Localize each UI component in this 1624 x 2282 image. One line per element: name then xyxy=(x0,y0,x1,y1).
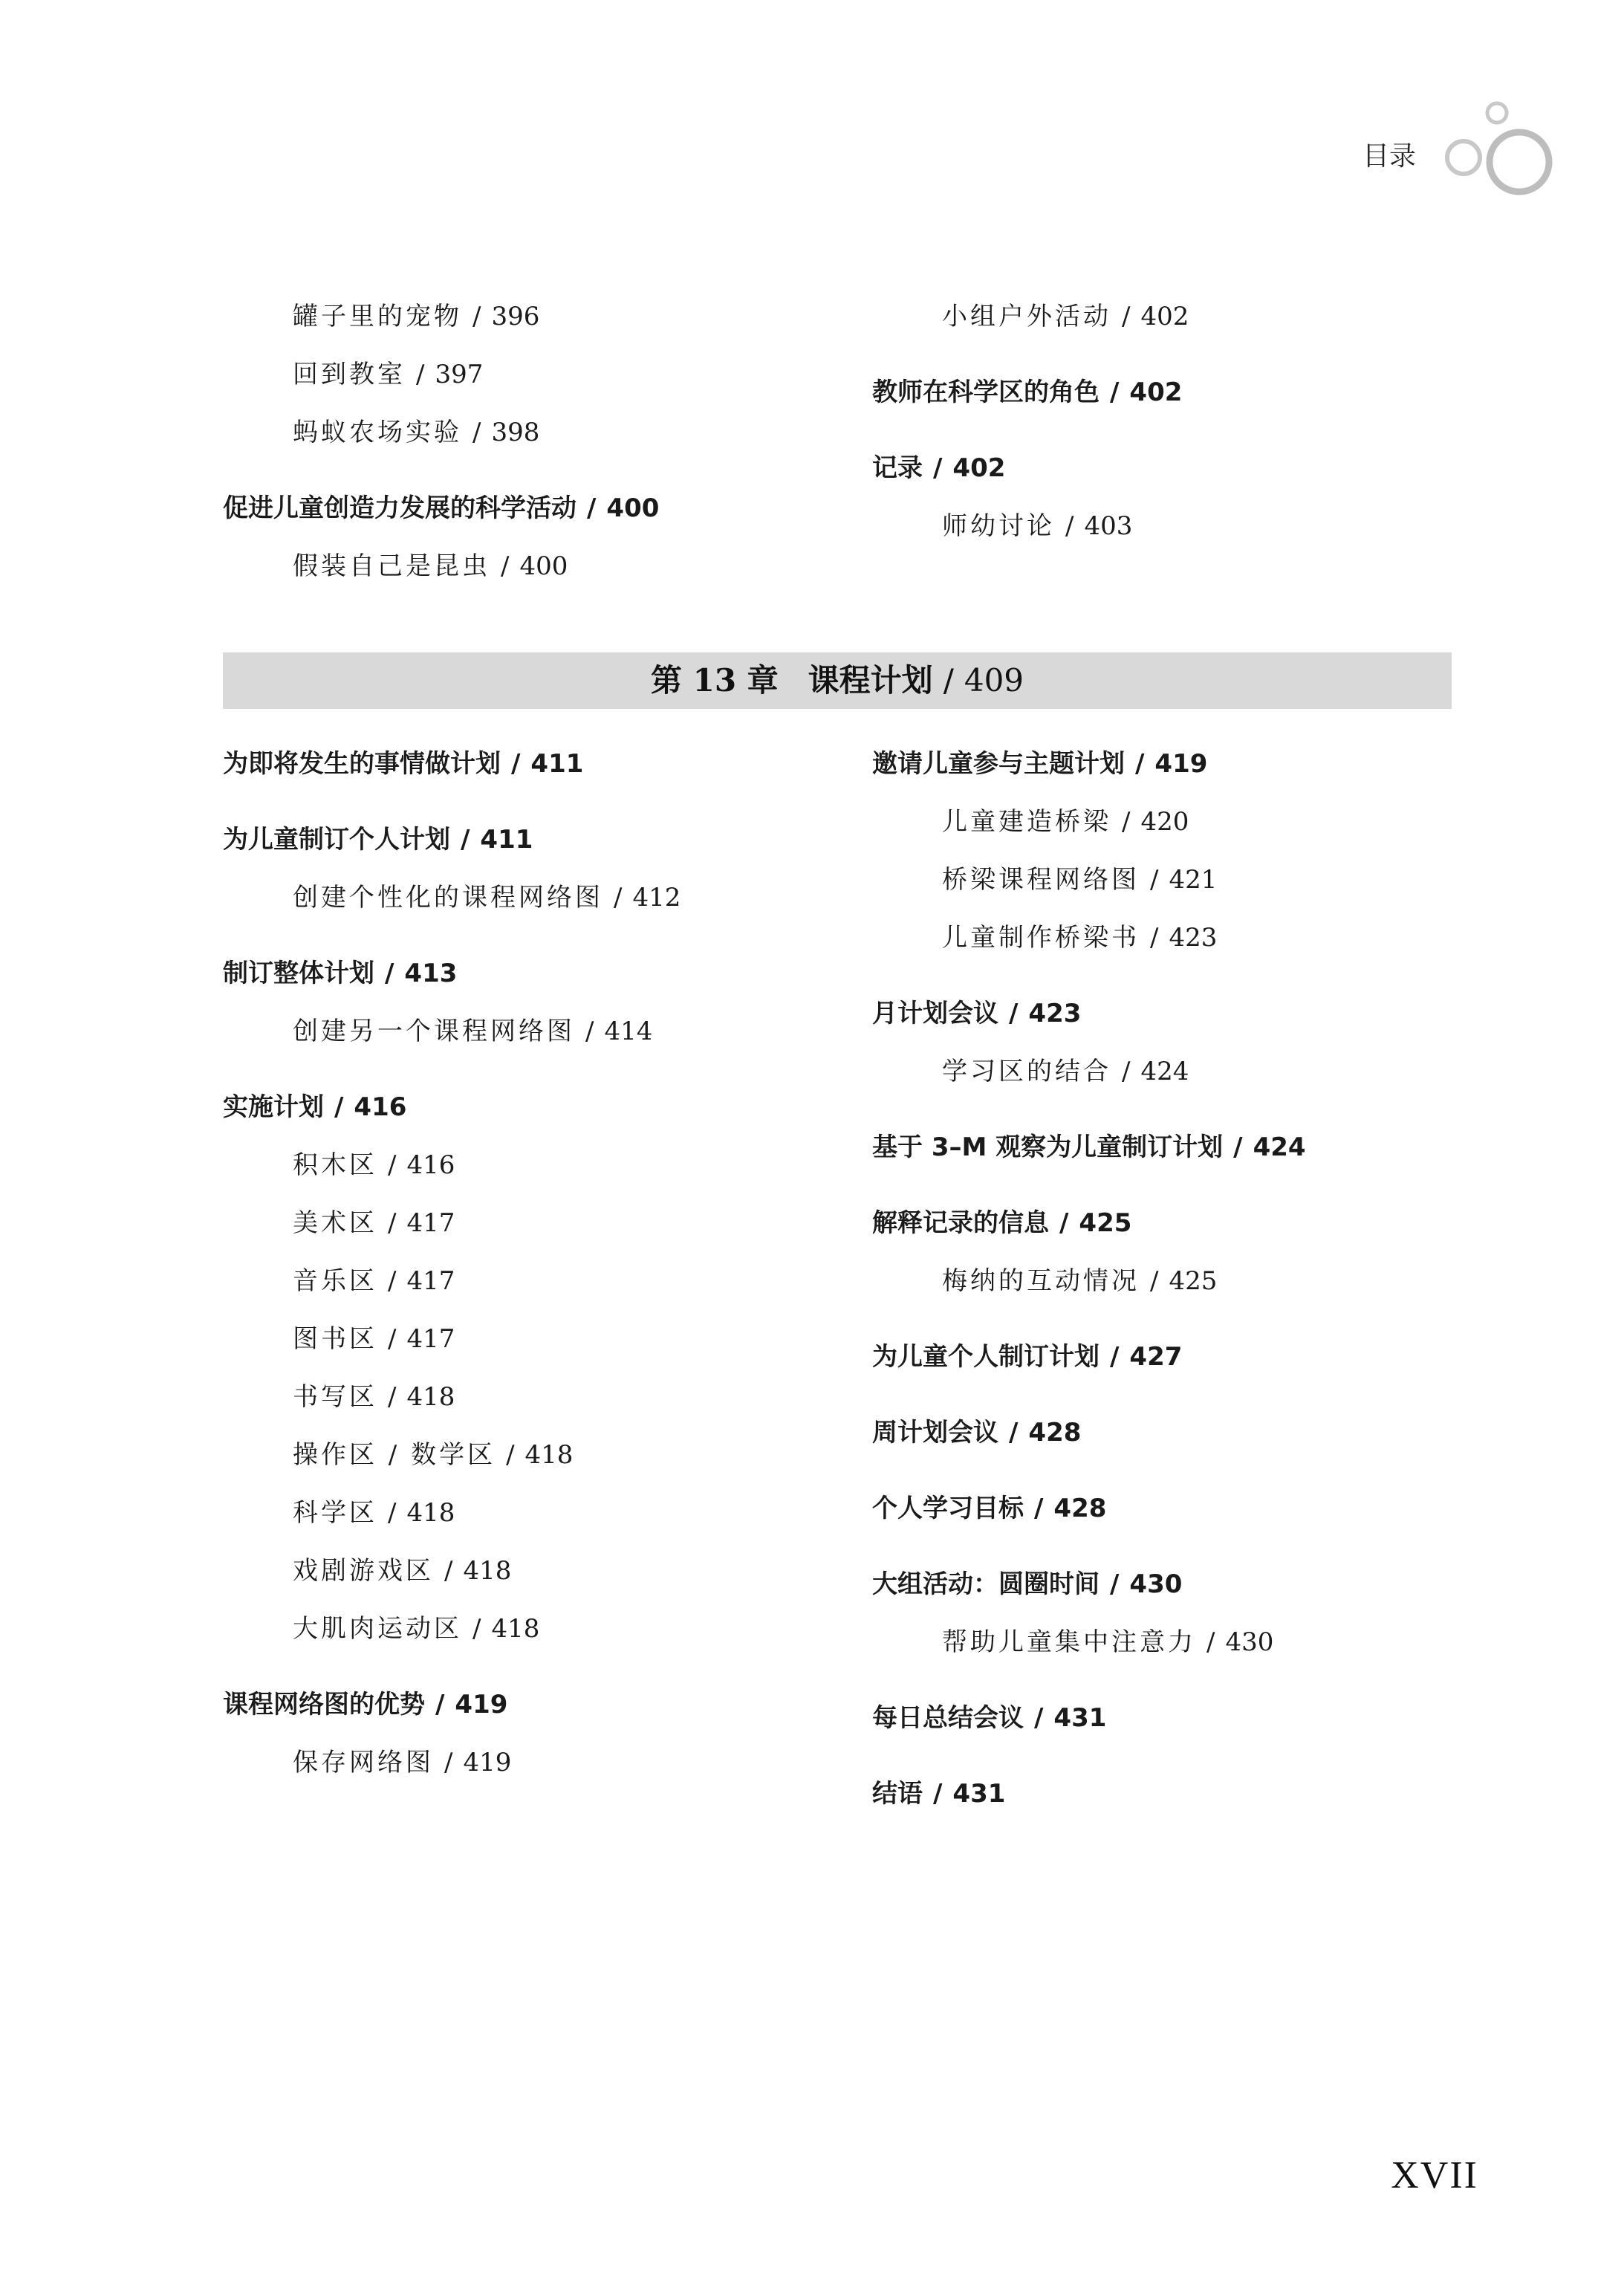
toc-entry-title: 每日总结会议 xyxy=(872,1703,1024,1733)
toc-continued-left xyxy=(223,297,891,586)
toc-entry-separator: / xyxy=(1034,1703,1044,1733)
toc-entry-page: 428 xyxy=(1028,1418,1082,1448)
toc-entry-separator: / xyxy=(388,1324,397,1354)
chapter-heading-bar[interactable] xyxy=(223,652,1452,709)
toc-subsection-entry[interactable] xyxy=(872,1262,1541,1300)
toc-entry-separator: / xyxy=(1206,1627,1215,1657)
toc-entry-separator: / xyxy=(511,749,521,779)
running-header-label: 目录 xyxy=(1362,141,1417,172)
toc-entry-title: 为即将发生的事情做计划 xyxy=(223,749,501,779)
toc-entry-page: 418 xyxy=(406,1382,455,1412)
toc-entry-title: 图书区 xyxy=(293,1324,377,1354)
toc-entry-separator: / xyxy=(416,360,425,389)
toc-section-entry[interactable] xyxy=(223,820,891,859)
toc-entry-title: 创建个性化的课程网络图 xyxy=(293,883,603,913)
toc-section-entry[interactable] xyxy=(223,1088,891,1127)
toc-entry-separator: / xyxy=(1009,1418,1019,1448)
toc-entry-page: 417 xyxy=(406,1324,455,1354)
toc-entry-separator: / xyxy=(501,551,510,581)
toc-entry-title: 月计划会议 xyxy=(872,999,998,1028)
toc-entry-page: 424 xyxy=(1253,1132,1306,1162)
toc-entry-separator: / xyxy=(1150,1266,1159,1296)
toc-entry-page: 424 xyxy=(1140,1057,1189,1086)
toc-entry-separator: / xyxy=(388,1150,397,1180)
toc-entry-separator: / xyxy=(444,1748,453,1777)
toc-entry-separator: / xyxy=(385,959,394,988)
toc-entry-separator: / xyxy=(472,302,481,331)
toc-subsection-entry[interactable] xyxy=(223,1146,891,1184)
toc-subsection-entry[interactable] xyxy=(872,297,1541,336)
toc-section-entry[interactable] xyxy=(872,1338,1541,1376)
toc-subsection-entry[interactable] xyxy=(223,1378,891,1416)
toc-entry-title: 创建另一个课程网络图 xyxy=(293,1017,575,1046)
page-number: XVII xyxy=(1391,2154,1478,2197)
toc-entry-page: 400 xyxy=(519,551,568,581)
toc-entry-separator: / xyxy=(1110,1569,1120,1599)
toc-entry-title: 假装自己是昆虫 xyxy=(293,551,490,581)
toc-section-entry[interactable] xyxy=(872,1489,1541,1528)
toc-entry-separator: / xyxy=(506,1440,515,1470)
toc-entry-page: 428 xyxy=(1053,1494,1107,1523)
toc-entry-page: 402 xyxy=(1140,302,1189,331)
toc-entry-page: 396 xyxy=(491,302,540,331)
toc-subsection-entry[interactable] xyxy=(223,1320,891,1358)
toc-continued-right xyxy=(872,297,1541,545)
toc-subsection-entry[interactable] xyxy=(872,860,1541,899)
toc-entry-title: 回到教室 xyxy=(293,360,406,389)
toc-left-column xyxy=(223,745,891,1782)
toc-section-entry[interactable] xyxy=(223,489,891,528)
toc-section-entry[interactable] xyxy=(223,1685,891,1724)
toc-entry-title: 书写区 xyxy=(293,1382,377,1412)
toc-entry-page: 414 xyxy=(604,1017,653,1046)
toc-entry-separator: / xyxy=(472,1614,481,1644)
toc-entry-separator: / xyxy=(1150,865,1159,895)
toc-entry-title: 邀请儿童参与主题计划 xyxy=(872,749,1125,779)
chapter-title: 课程计划 xyxy=(808,662,933,698)
toc-subsection-entry[interactable] xyxy=(223,878,891,917)
toc-entry-separator: / xyxy=(334,1092,344,1122)
toc-entry-title: 为儿童个人制订计划 xyxy=(872,1342,1100,1372)
toc-section-entry[interactable] xyxy=(872,449,1541,487)
toc-entry-page: 416 xyxy=(354,1092,407,1122)
toc-entry-title: 解释记录的信息 xyxy=(872,1208,1049,1238)
toc-section-entry[interactable] xyxy=(223,745,891,783)
toc-entry-separator: / xyxy=(1122,302,1131,331)
toc-entry-separator: / xyxy=(933,453,943,483)
toc-subsection-entry[interactable] xyxy=(223,1552,891,1590)
toc-entry-title: 帮助儿童集中注意力 xyxy=(942,1627,1196,1657)
toc-entry-title: 保存网络图 xyxy=(293,1748,434,1777)
toc-entry-page: 402 xyxy=(1129,377,1183,407)
toc-entry-page: 400 xyxy=(606,493,660,523)
toc-entry-separator: / xyxy=(388,1498,397,1528)
toc-entry-title: 周计划会议 xyxy=(872,1418,998,1448)
toc-entry-title: 为儿童制订个人计划 xyxy=(223,825,450,855)
toc-entry-separator: / xyxy=(1034,1494,1044,1523)
toc-entry-page: 411 xyxy=(480,825,533,855)
toc-entry-separator: / xyxy=(472,418,481,447)
toc-section-entry[interactable] xyxy=(872,1204,1541,1242)
toc-entry-title: 大组活动：圆圈时间 xyxy=(872,1569,1100,1599)
toc-subsection-entry[interactable] xyxy=(872,1623,1541,1662)
toc-entry-title: 科学区 xyxy=(293,1498,377,1528)
toc-entry-page: 402 xyxy=(952,453,1006,483)
toc-entry-title: 桥梁课程网络图 xyxy=(942,865,1140,895)
toc-entry-page: 413 xyxy=(404,959,458,988)
toc-entry-title: 小组户外活动 xyxy=(942,302,1111,331)
toc-entry-page: 403 xyxy=(1084,511,1133,541)
toc-section-entry[interactable] xyxy=(872,1128,1541,1167)
toc-entry-title: 教师在科学区的角色 xyxy=(872,377,1100,407)
toc-entry-title: 积木区 xyxy=(293,1150,377,1180)
toc-entry-page: 423 xyxy=(1028,999,1082,1028)
toc-subsection-entry[interactable] xyxy=(223,1436,891,1474)
toc-subsection-entry[interactable] xyxy=(872,803,1541,841)
chapter-number: 第 13 章 xyxy=(650,662,779,698)
toc-entry-title: 促进儿童创造力发展的科学活动 xyxy=(223,493,576,523)
toc-entry-page: 418 xyxy=(406,1498,455,1528)
toc-subsection-entry[interactable] xyxy=(223,1012,891,1051)
toc-entry-title: 罐子里的宠物 xyxy=(293,302,462,331)
toc-entry-title: 师幼讨论 xyxy=(942,511,1055,541)
toc-entry-page: 416 xyxy=(406,1150,455,1180)
toc-entry-title: 制订整体计划 xyxy=(223,959,374,988)
toc-entry-page: 418 xyxy=(463,1556,512,1586)
toc-subsection-entry[interactable] xyxy=(223,297,891,336)
toc-entry-title: 戏剧游戏区 xyxy=(293,1556,434,1586)
toc-entry-title: 儿童制作桥梁书 xyxy=(942,923,1140,953)
toc-entry-page: 430 xyxy=(1129,1569,1183,1599)
toc-entry-separator: / xyxy=(388,1266,397,1296)
toc-entry-page: 431 xyxy=(1053,1703,1107,1733)
decorative-circles-icon xyxy=(1426,89,1575,208)
toc-entry-title: 结语 xyxy=(872,1779,923,1809)
chapter-page: 409 xyxy=(964,662,1024,698)
toc-entry-page: 430 xyxy=(1225,1627,1274,1657)
toc-entry-page: 418 xyxy=(491,1614,540,1644)
toc-entry-separator: / xyxy=(388,1208,397,1238)
toc-entry-page: 419 xyxy=(463,1748,512,1777)
toc-entry-title: 美术区 xyxy=(293,1208,377,1238)
toc-subsection-entry[interactable] xyxy=(223,355,891,394)
toc-entry-title: 大肌肉运动区 xyxy=(293,1614,462,1644)
toc-entry-page: 417 xyxy=(406,1266,455,1296)
toc-entry-page: 420 xyxy=(1140,807,1189,837)
toc-entry-title: 记录 xyxy=(872,453,923,483)
toc-section-entry[interactable] xyxy=(872,1774,1541,1813)
toc-entry-separator: / xyxy=(435,1690,445,1719)
toc-entry-separator: / xyxy=(461,825,470,855)
toc-entry-page: 427 xyxy=(1129,1342,1183,1372)
toc-subsection-entry[interactable] xyxy=(223,413,891,452)
toc-entry-page: 425 xyxy=(1079,1208,1132,1238)
toc-subsection-entry[interactable] xyxy=(223,1262,891,1300)
toc-entry-title: 儿童建造桥梁 xyxy=(942,807,1111,837)
toc-section-entry[interactable] xyxy=(872,1699,1541,1737)
toc-entry-page: 418 xyxy=(524,1440,574,1470)
toc-entry-title: 音乐区 xyxy=(293,1266,377,1296)
toc-entry-separator: / xyxy=(614,883,623,913)
toc-entry-page: 417 xyxy=(406,1208,455,1238)
toc-entry-title: 个人学习目标 xyxy=(872,1494,1024,1523)
toc-entry-title: 基于 3–M 观察为儿童制订计划 xyxy=(872,1132,1224,1162)
toc-entry-separator: / xyxy=(1122,1057,1131,1086)
toc-entry-page: 425 xyxy=(1169,1266,1218,1296)
toc-right-column xyxy=(872,745,1541,1813)
toc-section-entry[interactable] xyxy=(872,1565,1541,1604)
toc-entry-page: 419 xyxy=(1154,749,1208,779)
chapter-separator: / xyxy=(943,662,954,698)
toc-entry-separator: / xyxy=(585,1017,594,1046)
toc-entry-page: 421 xyxy=(1169,865,1218,895)
toc-entry-title: 学习区的结合 xyxy=(942,1057,1111,1086)
toc-section-entry[interactable] xyxy=(872,373,1541,412)
toc-entry-separator: / xyxy=(1122,807,1131,837)
toc-entry-page: 423 xyxy=(1169,923,1218,953)
toc-subsection-entry[interactable] xyxy=(223,1204,891,1242)
toc-entry-title: 操作区 / 数学区 xyxy=(293,1440,496,1470)
toc-subsection-entry[interactable] xyxy=(223,1494,891,1532)
toc-entry-page: 419 xyxy=(455,1690,508,1719)
toc-entry-separator: / xyxy=(444,1556,453,1586)
toc-entry-title: 梅纳的互动情况 xyxy=(942,1266,1140,1296)
toc-entry-page: 397 xyxy=(435,360,484,389)
toc-subsection-entry[interactable] xyxy=(872,507,1541,545)
toc-entry-title: 蚂蚁农场实验 xyxy=(293,418,462,447)
toc-entry-page: 398 xyxy=(491,418,540,447)
toc-section-entry[interactable] xyxy=(872,745,1541,783)
toc-entry-separator: / xyxy=(933,1779,943,1809)
toc-subsection-entry[interactable] xyxy=(223,1743,891,1782)
toc-entry-separator: / xyxy=(388,1382,397,1412)
toc-entry-separator: / xyxy=(1233,1132,1243,1162)
toc-subsection-entry[interactable] xyxy=(223,1610,891,1648)
toc-entry-title: 课程网络图的优势 xyxy=(223,1690,425,1719)
toc-section-entry[interactable] xyxy=(872,1413,1541,1452)
toc-section-entry[interactable] xyxy=(872,994,1541,1033)
toc-subsection-entry[interactable] xyxy=(872,918,1541,957)
toc-entry-page: 431 xyxy=(952,1779,1006,1809)
toc-entry-separator: / xyxy=(1065,511,1074,541)
toc-entry-separator: / xyxy=(1059,1208,1069,1238)
toc-subsection-entry[interactable] xyxy=(223,547,891,586)
toc-entry-separator: / xyxy=(587,493,597,523)
toc-entry-separator: / xyxy=(1110,1342,1120,1372)
toc-entry-separator: / xyxy=(1150,923,1159,953)
toc-entry-separator: / xyxy=(1110,377,1120,407)
toc-entry-title: 实施计划 xyxy=(223,1092,324,1122)
toc-entry-page: 411 xyxy=(530,749,584,779)
toc-subsection-entry[interactable] xyxy=(872,1052,1541,1091)
toc-entry-separator: / xyxy=(1009,999,1019,1028)
toc-section-entry[interactable] xyxy=(223,954,891,993)
toc-entry-page: 412 xyxy=(632,883,681,913)
toc-entry-separator: / xyxy=(1135,749,1145,779)
